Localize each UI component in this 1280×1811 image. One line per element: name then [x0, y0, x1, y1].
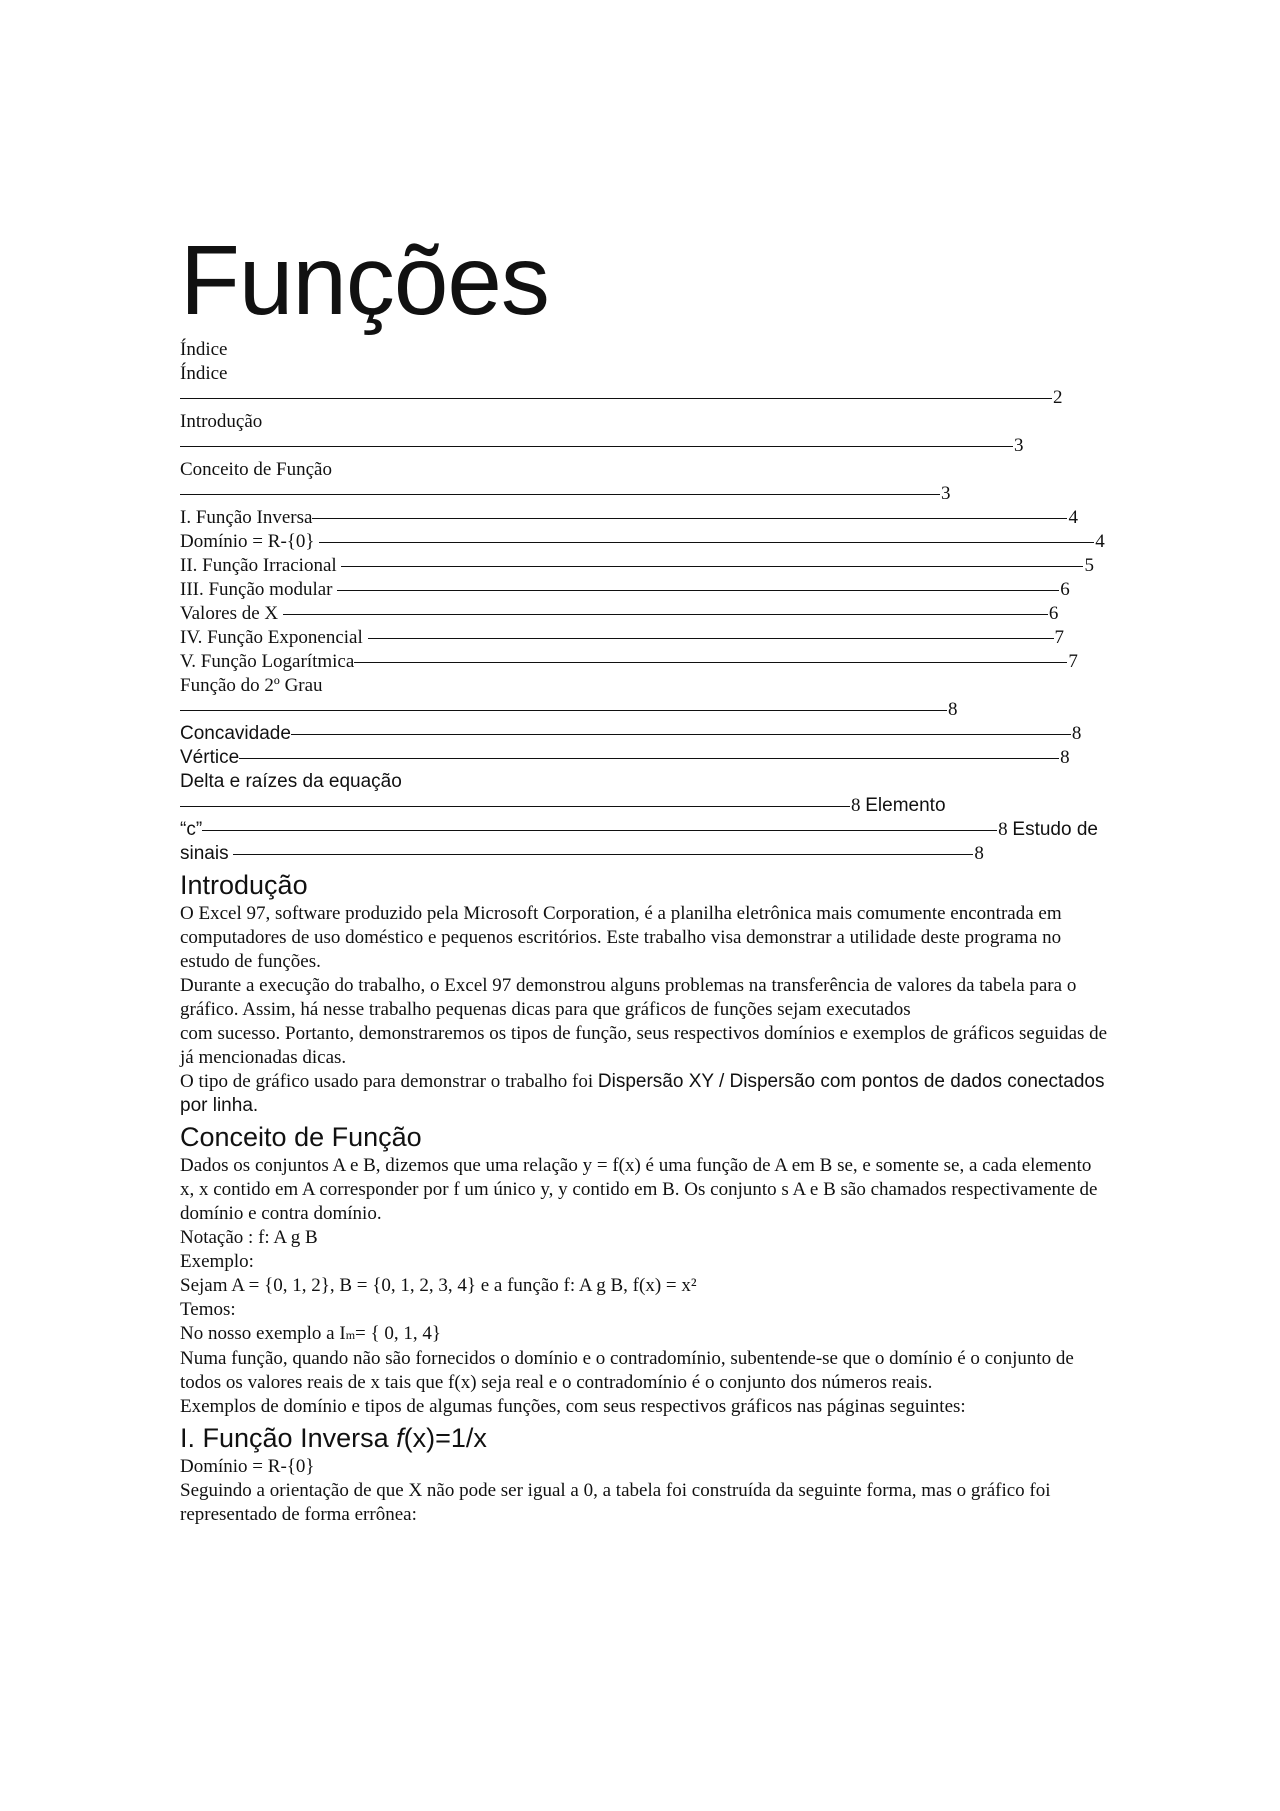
- toc-page: 8: [1071, 723, 1082, 744]
- domain-line: Domínio = R-{0}: [180, 1456, 315, 1477]
- toc-entry[interactable]: [180, 650, 1110, 674]
- toc-page: 8: [1060, 747, 1070, 768]
- paragraph: Dados os conjuntos A e B, dizemos que uma relação y = f(x) é uma função de A em B se, e somente se, a cada elemento x, x contido em A corresponder por f um único y, y contido em B. Os conjunto s A e B são chamados respectivamente de domínio e contra domínio.: [180, 1155, 1098, 1224]
- toc-label: Vértice: [180, 747, 240, 768]
- toc-page: 6: [1048, 603, 1059, 624]
- heading-text: I. Função Inversa: [180, 1423, 397, 1453]
- heading-italic-f: f: [396, 1423, 404, 1453]
- section-heading-inversa: [180, 1422, 1110, 1454]
- toc-page: 4: [1068, 507, 1078, 528]
- indice-heading: Índice: [180, 339, 228, 360]
- indice-heading: Índice: [180, 363, 228, 384]
- toc-label: Domínio = R-{0}: [180, 531, 315, 552]
- heading-text: (x)=1/x: [403, 1423, 487, 1453]
- paragraph: Durante a execução do trabalho, o Excel 97 demonstrou alguns problemas na transferência de valores da tabela para o gráfico. Assim, há nesse trabalho pequenas dicas para que gráficos de funções sejam executados: [180, 975, 1077, 1020]
- toc-entry[interactable]: [180, 434, 1110, 458]
- toc-page: 3: [1014, 435, 1024, 456]
- section-heading-conceito: Conceito de Função: [180, 1122, 422, 1152]
- toc-page: 7: [1054, 627, 1064, 648]
- paragraph: Exemplos de domínio e tipos de algumas funções, com seus respectivos gráficos nas páginas seguintes:: [180, 1396, 966, 1417]
- toc-page: 8: [948, 699, 958, 720]
- toc-fragment: Elemento: [865, 795, 946, 816]
- toc-entry-label[interactable]: Função do 2º Grau: [180, 675, 323, 696]
- toc-entry[interactable]: [180, 698, 1110, 722]
- paragraph: [180, 1070, 1110, 1118]
- image-text: = { 0, 1, 4}: [355, 1323, 442, 1344]
- toc-page: 6: [1060, 579, 1070, 600]
- toc-entry[interactable]: [180, 578, 1110, 602]
- example-line: Sejam A = {0, 1, 2}, B = {0, 1, 2, 3, 4} e a função f: A g B, f(x) = x²: [180, 1275, 697, 1296]
- toc-fragment: Estudo de: [1012, 819, 1098, 840]
- toc-label: Concavidade: [180, 723, 291, 744]
- toc-entry[interactable]: [180, 626, 1110, 650]
- toc-entry[interactable]: [180, 794, 1110, 818]
- toc-entry[interactable]: [180, 722, 1110, 746]
- document-body: [180, 338, 1110, 1527]
- toc-label: I. Função Inversa: [180, 507, 313, 528]
- page-title: Funções: [180, 225, 549, 335]
- toc-entry[interactable]: [180, 602, 1110, 626]
- temos-label: Temos:: [180, 1299, 236, 1320]
- toc-fragment: sinais: [180, 843, 229, 864]
- chart-type-text: Dispersão XY / Dispersão com pontos de dados conectados por linha.: [180, 1071, 1105, 1116]
- example-label: Exemplo:: [180, 1251, 254, 1272]
- toc-entry-label[interactable]: Introdução: [180, 411, 263, 432]
- toc-page: 2: [1053, 387, 1063, 408]
- toc-label: V. Função Logarítmica: [180, 651, 355, 672]
- toc-entry[interactable]: [180, 746, 1110, 770]
- section-heading-introducao: Introdução: [180, 870, 308, 900]
- toc-entry[interactable]: [180, 554, 1110, 578]
- toc-page: 7: [1068, 651, 1078, 672]
- toc-entry[interactable]: [180, 482, 1110, 506]
- toc-entry[interactable]: [180, 818, 1110, 842]
- notation-line: Notação : f: A g B: [180, 1227, 318, 1248]
- image-line: [180, 1322, 1110, 1347]
- toc-page: 3: [941, 483, 951, 504]
- toc-label: III. Função modular: [180, 579, 333, 600]
- toc-label: IV. Função Exponencial: [180, 627, 363, 648]
- paragraph: O Excel 97, software produzido pela Microsoft Corporation, é a planilha eletrônica mais comumente encontrada em computadores de uso doméstico e pequenos escritórios. Este trabalho visa demonstrar a utilidade deste programa no estudo de funções.: [180, 903, 1062, 972]
- paragraph-text: O tipo de gráfico usado para demonstrar o trabalho foi: [180, 1071, 598, 1092]
- paragraph: com sucesso. Portanto, demonstraremos os tipos de função, seus respectivos domínios e exemplos de gráficos seguidas de já mencionadas dicas.: [180, 1023, 1108, 1068]
- toc-entry[interactable]: [180, 506, 1110, 530]
- toc-entry-label[interactable]: Conceito de Função: [180, 459, 332, 480]
- toc-page: 8: [851, 795, 861, 816]
- toc-entry[interactable]: [180, 530, 1110, 554]
- image-text: No nosso exemplo a I: [180, 1323, 346, 1344]
- paragraph: Numa função, quando não são fornecidos o domínio e o contradomínio, subentende-se que o domínio é o conjunto de todos os valores reais de x tais que f(x) seja real e o contradomínio é o conjunto dos números reais.: [180, 1348, 1074, 1393]
- toc-page: 4: [1095, 531, 1105, 552]
- image-subscript: m: [345, 1328, 356, 1342]
- toc-label: II. Função Irracional: [180, 555, 337, 576]
- toc-entry[interactable]: [180, 842, 1110, 866]
- toc-entry[interactable]: [180, 386, 1110, 410]
- toc-page: 8: [974, 843, 984, 864]
- toc-page: 8: [998, 819, 1008, 840]
- toc-page: 5: [1084, 555, 1094, 576]
- paragraph: Seguindo a orientação de que X não pode ser igual a 0, a tabela foi construída da seguinte forma, mas o gráfico foi representado de forma errônea:: [180, 1480, 1051, 1525]
- toc-label: Valores de X: [180, 603, 279, 624]
- toc-fragment: “c”: [180, 819, 203, 840]
- toc-entry-label[interactable]: Delta e raízes da equação: [180, 771, 402, 792]
